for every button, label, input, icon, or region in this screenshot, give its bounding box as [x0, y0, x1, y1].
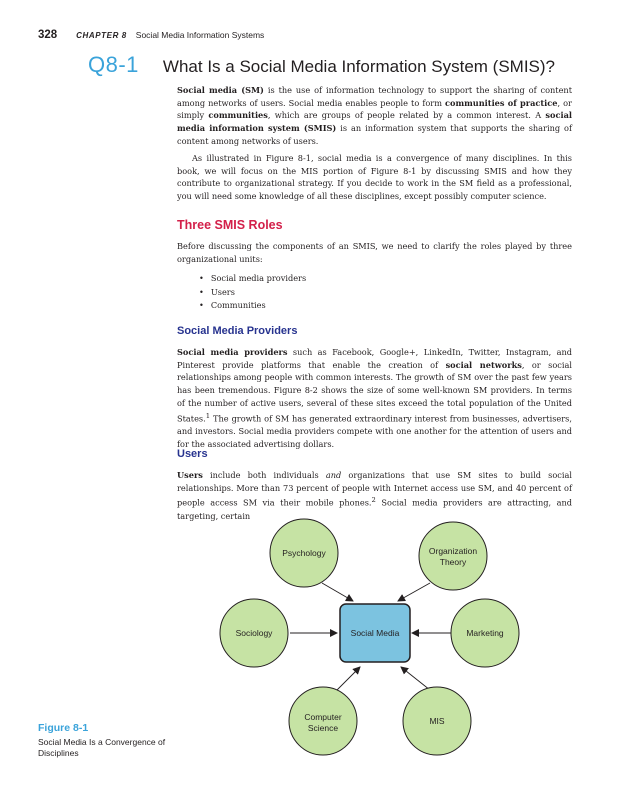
section-number: Q8-1	[88, 52, 139, 77]
node-psychology-label: Psychology	[282, 548, 326, 558]
list-item: • Users	[199, 286, 306, 300]
text-run: The growth of SM has generated extraordinary interest from businesses, advertisers, and investors. Social media providers compete with one another for the attention of users and for the associated advertising dollars.	[177, 413, 572, 449]
text-run: is the use of information technology to support the sharing of content among networks of users. Social media enables people to form	[177, 85, 572, 108]
figure-label: Figure 8-1	[38, 722, 89, 734]
node-computer-science-label-1: Computer	[304, 712, 342, 722]
term-communities: communities	[208, 110, 268, 121]
arrow-computer-science	[337, 667, 360, 690]
section-title: What Is a Social Media Information System (SMIS)?	[162, 57, 556, 76]
chapter-title: Social Media Information Systems	[135, 30, 265, 40]
term-social-media: Social media (SM)	[177, 85, 264, 95]
heading-social-media-providers: Social Media Providers	[177, 325, 298, 337]
text-run: Social media providers are attracting, and targeting, certain	[177, 498, 572, 521]
paragraph-text: As illustrated in Figure 8-1, social media is a convergence of many disciplines. In this book, we will focus on the MIS portion of Figure 8-1 by discussing SMIS and how they contribute to organizational strategy. If you decide to work in the SM field as a professional, you will need some knowledge of all these disciplines, except possibly computer science.	[177, 153, 572, 202]
list-item: • Communities	[199, 299, 306, 313]
term-users: Users	[177, 470, 203, 480]
list-item: • Social media providers	[199, 272, 306, 286]
node-mis-label: MIS	[429, 716, 445, 726]
emphasis-and: and	[325, 470, 342, 480]
node-marketing-label: Marketing	[466, 628, 504, 638]
text-run: , or social relationships among people with common interests. The growth of SM over the past few years has been tremendous. Figure 8-2 shows the size of some well-known SM providers. In terms of the number of active users, several of these sites exceed the total population of the United States.	[177, 359, 572, 424]
page-number: 328	[38, 29, 58, 41]
text-run: , which are groups of people related by a common interest. A	[267, 110, 546, 121]
heading-users: Users	[177, 448, 208, 460]
arrow-organization-theory	[398, 583, 430, 601]
arrow-mis	[401, 667, 430, 690]
center-node-label: Social Media	[350, 628, 400, 638]
term-smis: social media information system (SMIS)	[177, 110, 572, 134]
term-communities-of-practice: communities of practice	[445, 97, 558, 108]
node-organization-theory	[419, 522, 487, 590]
arrow-psychology	[322, 583, 353, 601]
node-organization-theory-label-2: Theory	[439, 557, 467, 567]
paragraph-text: Before discussing the components of an SMIS, we need to clarify the roles played by three organizational units:	[177, 241, 572, 264]
node-organization-theory-label-1: Organization	[428, 546, 478, 556]
figure-caption: Social Media Is a Convergence of Disciplines	[38, 737, 166, 758]
node-sociology-label: Sociology	[235, 628, 273, 638]
text-run: is an information system that supports the sharing of content among networks of users.	[177, 123, 572, 146]
text-run: organizations that use SM sites to build social relationships. More than 73 percent of people with Internet access use SM, and 40 percent of people access SM via their mobile phones.	[177, 470, 573, 509]
term-social-media-providers: Social media providers	[177, 347, 288, 357]
text-run: include both individuals	[202, 470, 326, 480]
chapter-label: CHAPTER 8	[76, 31, 127, 40]
footnote-ref: 2	[371, 496, 376, 505]
heading-three-smis-roles: Three SMIS Roles	[177, 218, 283, 232]
footnote-ref: 1	[205, 411, 211, 420]
node-computer-science-label-2: Science	[307, 723, 339, 733]
text-run: , or simply	[177, 97, 572, 121]
text-run: such as Facebook, Google+, LinkedIn, Twitter, Instagram, and Pinterest provide platforms that enable the creation of	[177, 347, 573, 370]
term-social-networks: social networks	[445, 359, 522, 370]
